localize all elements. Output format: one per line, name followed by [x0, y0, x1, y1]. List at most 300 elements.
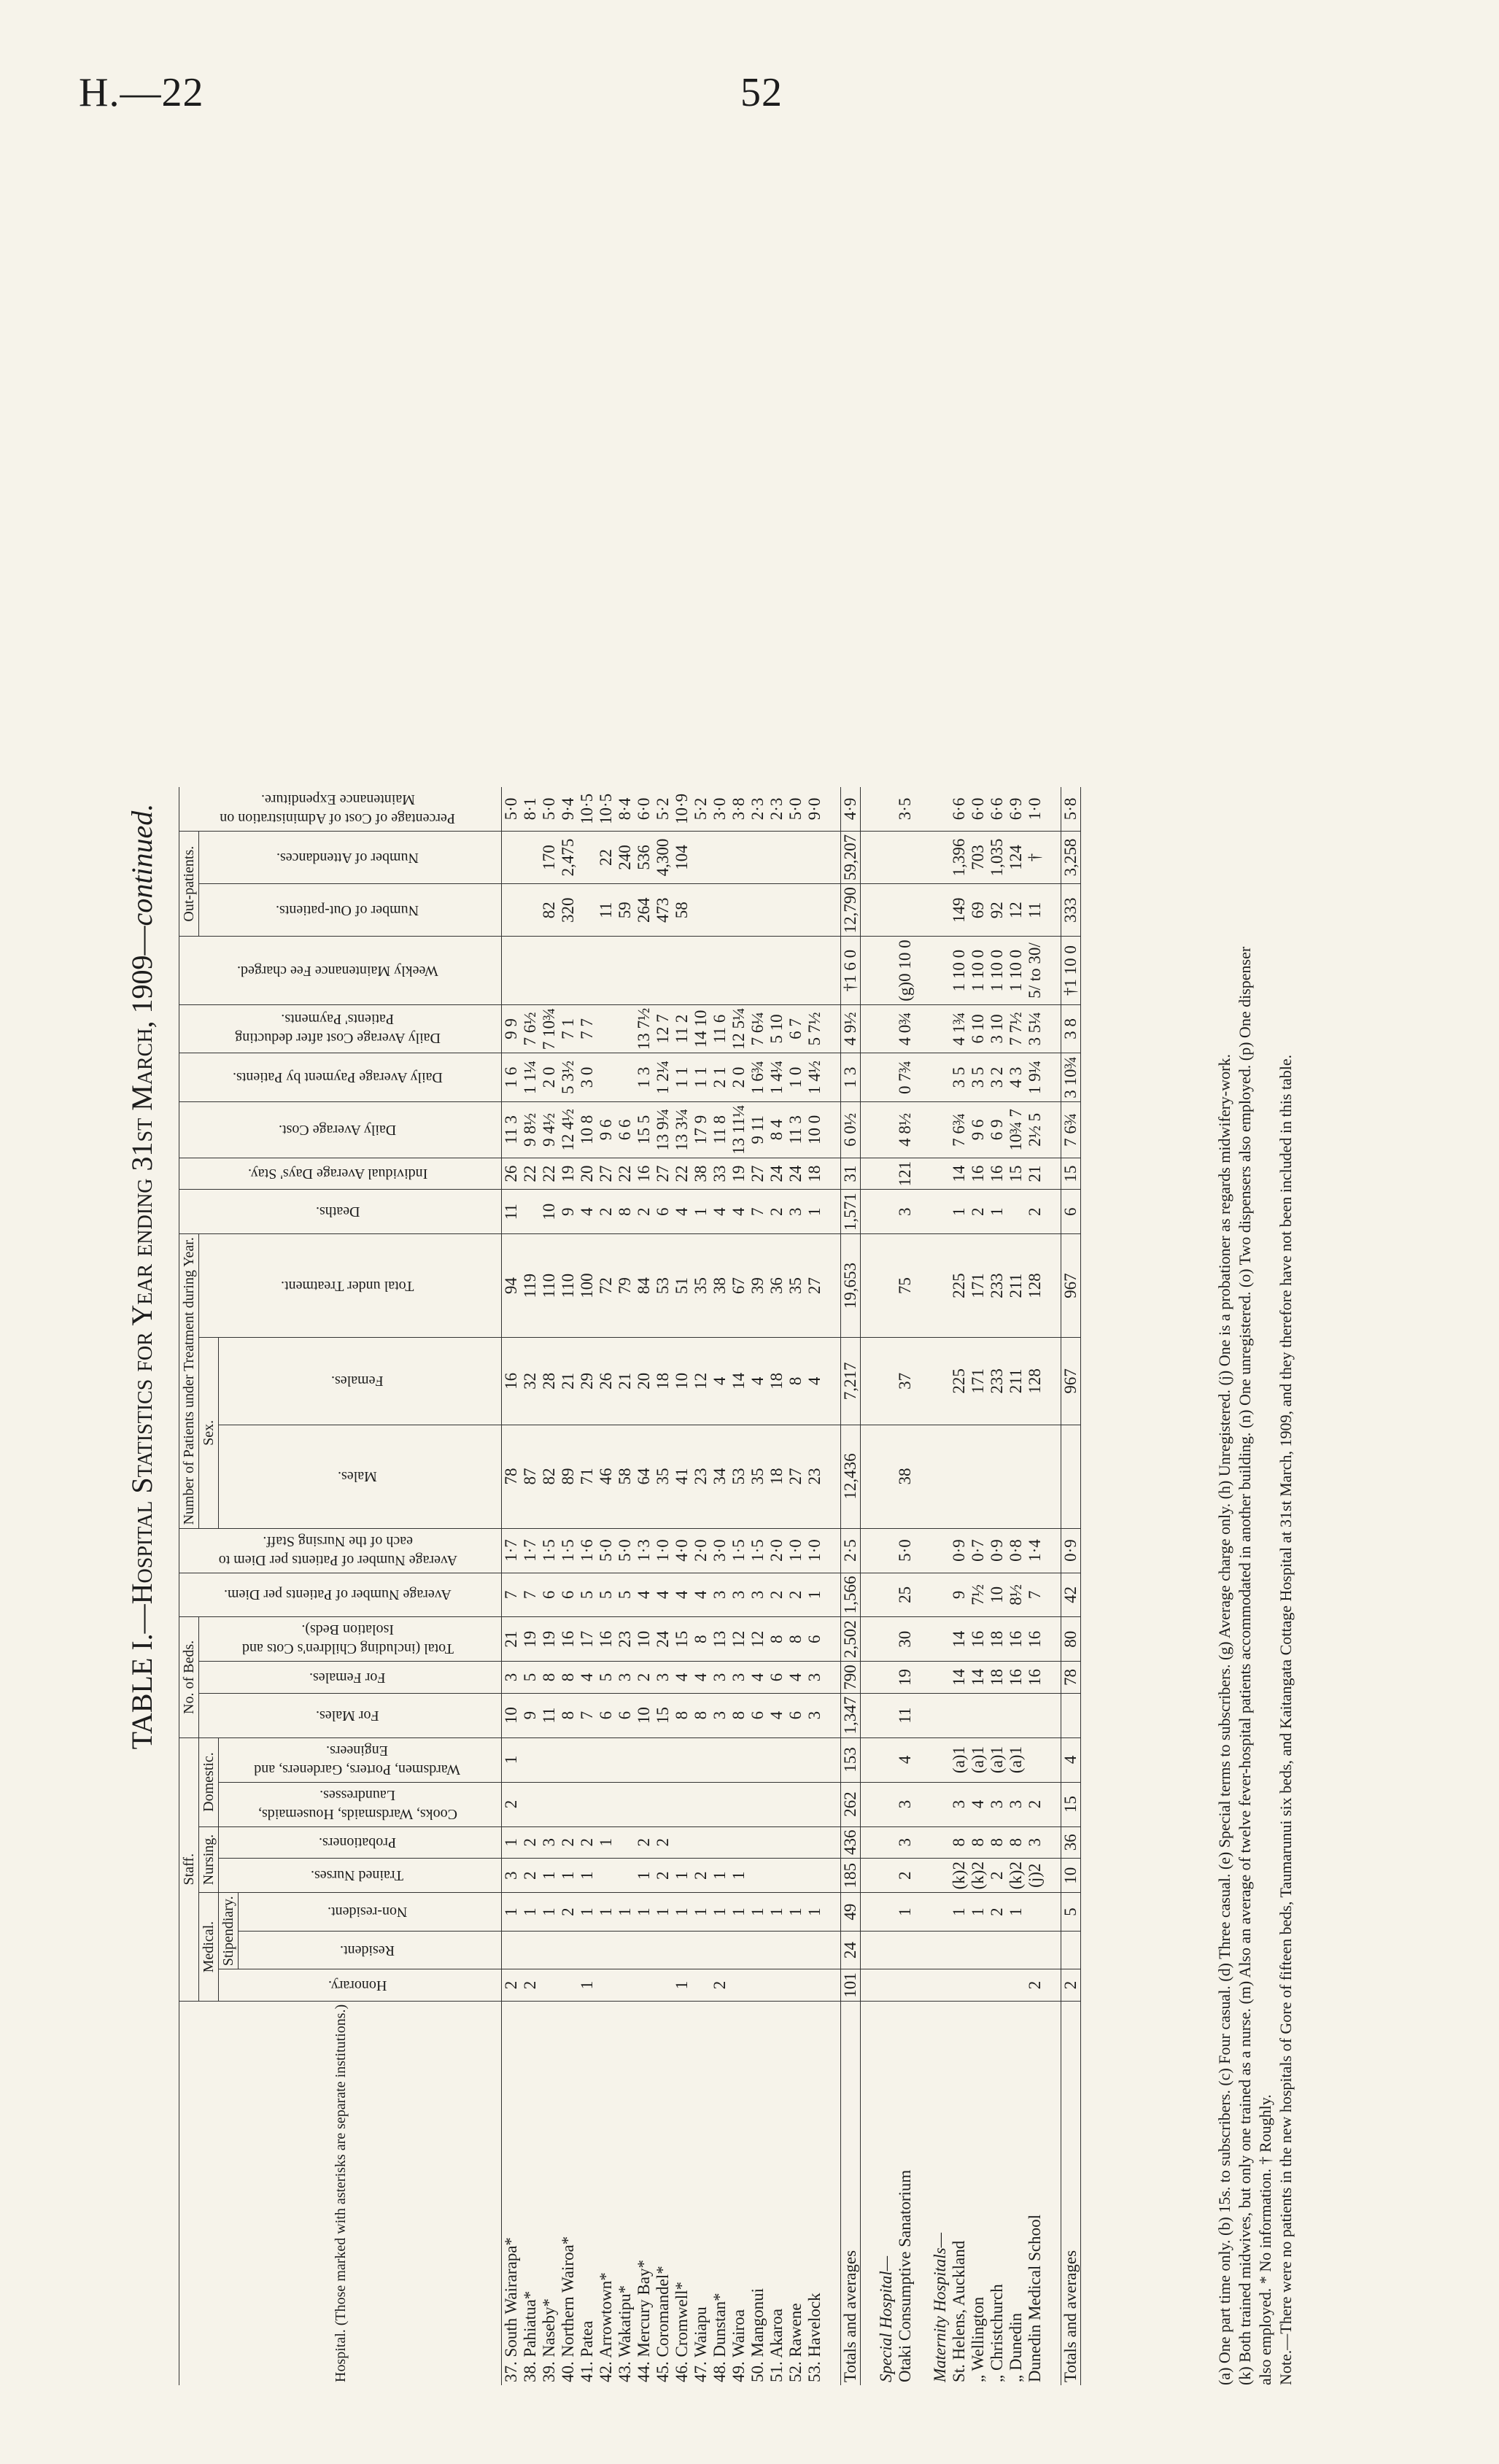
table-cell: 5·2 — [654, 787, 673, 832]
table-cell: † — [1026, 831, 1045, 883]
table-cell — [931, 1662, 950, 1694]
table-cell: 3 — [988, 1782, 1007, 1826]
table-cell — [861, 1425, 878, 1528]
table-cell — [824, 1425, 841, 1528]
table-cell: 1 — [692, 1190, 710, 1234]
table-cell — [877, 1004, 896, 1053]
table-cell: 4 9½ — [841, 1004, 861, 1053]
table-cell — [748, 1931, 767, 1969]
table-cell — [597, 1737, 616, 1782]
table-cell: 2 — [1061, 1969, 1081, 2002]
table-cell: 1 — [540, 1859, 559, 1893]
table-cell: 10 — [1061, 1859, 1081, 1893]
table-cell: 6 9 — [988, 1101, 1007, 1158]
table-cell — [767, 1931, 786, 1969]
table-cell: 16 — [969, 1158, 988, 1190]
table-cell: 2 — [559, 1826, 578, 1859]
table-cell: 6 10 — [969, 1004, 988, 1053]
table-cell: 53 — [654, 1234, 673, 1338]
table-cell — [654, 1931, 673, 1969]
table-cell — [692, 1931, 710, 1969]
table-body — [502, 787, 1081, 2385]
table-cell: 19 — [521, 1617, 540, 1662]
table-cell — [578, 1737, 597, 1782]
table-cell: 9 4½ — [540, 1101, 559, 1158]
table-cell: 84 — [635, 1234, 654, 1338]
table-cell: 225 — [950, 1234, 969, 1338]
table-cell: 34 — [710, 1425, 729, 1528]
table-cell: 59 — [616, 884, 635, 937]
table-cell — [915, 787, 931, 832]
table-cell: 1 — [692, 1893, 710, 1931]
table-cell — [710, 1826, 729, 1859]
table-cell: 1 — [502, 1826, 522, 1859]
table-cell: 1 6 — [502, 1053, 522, 1102]
table-cell — [896, 1931, 915, 1969]
table-cell — [896, 1969, 915, 2002]
table-cell: 71 — [578, 1425, 597, 1528]
table-cell: 2 — [767, 1190, 786, 1234]
table-cell: 5·0 — [786, 787, 805, 832]
table-cell — [1026, 1737, 1045, 1782]
table-cell: 23 — [616, 1617, 635, 1662]
table-cell — [950, 1425, 969, 1528]
table-cell: 110 — [559, 1234, 578, 1338]
table-cell — [915, 1338, 931, 1425]
table-cell: 22 — [616, 1158, 635, 1190]
table-cell — [861, 1004, 878, 1053]
table-cell: 8 — [692, 1617, 710, 1662]
table-cell: 0·9 — [950, 1528, 969, 1573]
table-cell — [824, 1737, 841, 1782]
table-cell: 6·6 — [950, 787, 969, 832]
table-cell — [502, 831, 522, 883]
table-cell: 33 — [710, 1158, 729, 1190]
table-cell — [521, 884, 540, 937]
table-cell: 67 — [729, 1234, 748, 1338]
table-cell: 4 — [1061, 1737, 1081, 1782]
spacer-row — [915, 787, 931, 2385]
table-cell: 1 6¾ — [748, 1053, 767, 1102]
table-cell: 124 — [1007, 831, 1026, 883]
table-cell: 3 — [616, 1662, 635, 1694]
table-row — [692, 787, 710, 2385]
table-cell: 3 — [654, 1662, 673, 1694]
table-cell — [931, 884, 950, 937]
table-cell — [616, 1969, 635, 2002]
table-cell: 6 — [616, 1693, 635, 1737]
table-cell: 1 — [710, 1859, 729, 1893]
table-cell: 171 — [969, 1338, 988, 1425]
table-cell: 320 — [559, 884, 578, 937]
table-cell: 16 — [1026, 1617, 1045, 1662]
col-wardsmen: Wardsmen, Porters, Gardeners, and Engineers. — [254, 1742, 461, 1778]
table-cell: 1 — [950, 1190, 969, 1234]
hospital-name: 49. Wairoa — [729, 2309, 748, 2382]
table-cell: 4 — [673, 1190, 692, 1234]
table-cell — [1045, 1859, 1061, 1893]
table-cell: 9 9 — [502, 1004, 522, 1053]
table-cell — [861, 1969, 878, 2002]
table-cell: 2 — [502, 1969, 522, 2002]
table-cell — [1045, 1053, 1061, 1102]
table-cell — [824, 1158, 841, 1190]
table-cell: 1 — [767, 1893, 786, 1931]
table-cell — [502, 937, 522, 1004]
table-cell — [1061, 1931, 1081, 1969]
hospital-name: 53. Havelock — [805, 2293, 824, 2382]
table-cell: 11 — [597, 884, 616, 937]
table-cell: 1·5 — [748, 1528, 767, 1573]
table-cell: 170 — [540, 831, 559, 883]
table-cell: 2 — [988, 1893, 1007, 1931]
table-cell — [1045, 1234, 1061, 1338]
table-cell: 58 — [673, 884, 692, 937]
table-cell: 1 1 — [692, 1053, 710, 1102]
hospital-name: 51. Akaroa — [767, 2309, 786, 2382]
table-cell — [1045, 937, 1061, 1004]
table-cell: 3 5 — [950, 1053, 969, 1102]
table-cell — [824, 1528, 841, 1573]
hospital-name: 48. Dunstan* — [710, 2293, 729, 2382]
table-cell: 26 — [597, 1338, 616, 1425]
table-cell: 2,475 — [559, 831, 578, 883]
table-cell — [861, 1782, 878, 1826]
table-cell — [616, 1004, 635, 1053]
table-cell — [559, 1969, 578, 2002]
table-cell — [824, 1931, 841, 1969]
table-cell: 9·0 — [805, 787, 824, 832]
table-cell: 3·0 — [710, 787, 729, 832]
table-cell: 27 — [786, 1425, 805, 1528]
table-cell — [877, 1693, 896, 1737]
table-cell — [521, 1737, 540, 1782]
table-cell: 10·5 — [578, 787, 597, 832]
table-cell: 78 — [502, 1425, 522, 1528]
table-cell — [915, 1893, 931, 1931]
col-honorary: Honorary. — [328, 1977, 387, 1994]
table-cell — [654, 937, 673, 1004]
table-cell: 27 — [597, 1158, 616, 1190]
hospital-name: 47. Waiapu — [692, 2306, 710, 2382]
table-cell — [931, 1617, 950, 1662]
table-cell — [877, 1573, 896, 1617]
table-cell: 15 5 — [635, 1101, 654, 1158]
table-cell: 2·3 — [767, 787, 786, 832]
table-cell — [729, 884, 748, 937]
table-cell: 4,300 — [654, 831, 673, 883]
table-cell — [931, 787, 950, 832]
table-cell: 21 — [616, 1338, 635, 1425]
table-cell — [824, 1969, 841, 2002]
table-cell: 15 — [1007, 1158, 1026, 1190]
table-cell: 24 — [786, 1158, 805, 1190]
table-cell — [1007, 1931, 1026, 1969]
table-cell: 12 — [748, 1617, 767, 1662]
table-cell — [861, 831, 878, 883]
table-cell: 1·5 — [729, 1528, 748, 1573]
table-cell: 82 — [540, 1425, 559, 1528]
table-cell: 17 — [578, 1617, 597, 1662]
table-cell — [824, 2001, 841, 2385]
table-cell — [861, 1158, 878, 1190]
table-cell: 22 — [521, 1158, 540, 1190]
table-cell — [824, 831, 841, 883]
table-cell: 967 — [1061, 1234, 1081, 1338]
col-group-outpatients: Out-patients. — [179, 831, 199, 937]
table-cell: 10 — [502, 1693, 522, 1737]
table-cell: 1 — [635, 1859, 654, 1893]
table-cell — [950, 1931, 969, 1969]
table-cell: 4 — [654, 1573, 673, 1617]
table-cell — [861, 2001, 878, 2385]
table-cell: 4 — [578, 1190, 597, 1234]
table-cell: 20 — [578, 1158, 597, 1190]
table-cell: 10 — [635, 1693, 654, 1737]
table-cell — [1045, 1617, 1061, 1662]
table-cell: 1 — [578, 1969, 597, 2002]
table-cell: 0·9 — [988, 1528, 1007, 1573]
table-cell: 78 — [1061, 1662, 1081, 1694]
table-cell — [877, 1782, 896, 1826]
table-cell: 5 — [1061, 1893, 1081, 1931]
table-cell: 11 6 — [710, 1004, 729, 1053]
table-cell: 7½ — [969, 1573, 988, 1617]
col-group-domestic: Domestic. — [199, 1737, 219, 1826]
col-non-resident: Non-resident. — [327, 1904, 408, 1921]
table-cell — [1045, 1425, 1061, 1528]
table-cell: 5 — [616, 1573, 635, 1617]
table-row — [896, 787, 915, 2385]
table-cell: 16 — [988, 1158, 1007, 1190]
table-row — [1007, 787, 1026, 2385]
table-cell — [877, 1893, 896, 1931]
table-cell: 16 — [1007, 1617, 1026, 1662]
table-cell — [616, 1859, 635, 1893]
table-cell: 1 — [1007, 1893, 1026, 1931]
table-cell: 7 10¾ — [540, 1004, 559, 1053]
table-cell — [1045, 1969, 1061, 2002]
table-cell: 1 — [578, 1893, 597, 1931]
table-cell — [805, 1737, 824, 1782]
table-cell: 13 — [710, 1617, 729, 1662]
table-cell — [767, 1826, 786, 1859]
table-cell: 36 — [1061, 1826, 1081, 1859]
table-cell — [877, 1737, 896, 1782]
table-cell: 2 — [969, 1190, 988, 1234]
hospital-name: 44. Mercury Bay* — [635, 2260, 653, 2382]
table-cell — [824, 1101, 841, 1158]
table-cell — [1045, 1693, 1061, 1737]
table-cell — [861, 1893, 878, 1931]
table-cell: 39 — [748, 1234, 767, 1338]
table-cell: 1 — [805, 1190, 824, 1234]
table-cell — [931, 831, 950, 883]
table-cell: 2 — [597, 1190, 616, 1234]
table-cell: 5 — [597, 1662, 616, 1694]
table-cell: 3 — [540, 1826, 559, 1859]
table-cell — [805, 937, 824, 1004]
table-cell — [824, 1893, 841, 1931]
table-cell: 6 6 — [616, 1101, 635, 1158]
table-cell: 37 — [896, 1338, 915, 1425]
table-cell: 3·5 — [896, 787, 915, 832]
table-cell: 1 — [729, 1859, 748, 1893]
table-cell: 14 — [969, 1662, 988, 1694]
table-row — [635, 787, 654, 2385]
table-cell: 14 — [950, 1617, 969, 1662]
table-cell: 1·4 — [1026, 1528, 1045, 1573]
table-cell: 3 10¾ — [1061, 1053, 1081, 1102]
table-cell: 1·0 — [654, 1528, 673, 1573]
table-cell — [877, 1425, 896, 1528]
table-cell: 27 — [654, 1158, 673, 1190]
table-cell: 4 — [896, 1737, 915, 1782]
table-title-main: TABLE I.—Hospital Statistics for Year ending 31st March, 1909— — [125, 926, 158, 1750]
table-cell — [521, 831, 540, 883]
table-cell — [1045, 1737, 1061, 1782]
table-cell — [748, 937, 767, 1004]
table-cell — [521, 937, 540, 1004]
table-cell: 58 — [616, 1425, 635, 1528]
table-cell: 1,396 — [950, 831, 969, 883]
table-cell — [931, 1234, 950, 1338]
table-cell — [710, 1737, 729, 1782]
hospital-name: „ Dunedin — [1007, 2312, 1025, 2382]
table-cell: 19 — [559, 1158, 578, 1190]
table-cell — [915, 1158, 931, 1190]
table-cell: 6 — [1061, 1190, 1081, 1234]
table-row — [616, 787, 635, 2385]
table-cell: 3·0 — [710, 1528, 729, 1573]
table-cell: 2 — [635, 1826, 654, 1859]
page-number: 52 — [740, 70, 783, 115]
table-cell — [824, 1004, 841, 1053]
table-cell: 3 — [710, 1662, 729, 1694]
hospital-name: 46. Cromwell* — [673, 2282, 691, 2382]
footnote-line: (k) Both trained midwives, but only one trained as a nurse. (m) Also an average of twelve fever-hospital patients accommodated in another building. (n) One unregistered. (o) Two dispensers also employed. (p) One dispenser — [1236, 946, 1254, 2385]
table-cell — [861, 1053, 878, 1102]
table-cell — [1045, 1573, 1061, 1617]
table-cell: 4 — [805, 1338, 824, 1425]
table-cell: 1·0 — [786, 1528, 805, 1573]
hospital-name: 43. Wakatipu* — [616, 2285, 634, 2382]
table-cell — [877, 1662, 896, 1694]
table-cell — [877, 1528, 896, 1573]
table-cell: 233 — [988, 1234, 1007, 1338]
table-cell: 38 — [710, 1234, 729, 1338]
table-cell — [861, 1101, 878, 1158]
table-cell: 0·8 — [1007, 1528, 1026, 1573]
table-cell: 1 — [502, 1893, 522, 1931]
table-cell — [915, 937, 931, 1004]
table-cell: 5·0 — [540, 787, 559, 832]
table-cell: 11 — [896, 1693, 915, 1737]
hospital-name: 38. Pahiatua* — [521, 2290, 539, 2382]
table-cell: 2 — [521, 1969, 540, 2002]
table-cell — [673, 1782, 692, 1826]
col-group-staff: Staff. — [179, 1737, 199, 2001]
table-cell: 11 2 — [673, 1004, 692, 1053]
table-cell: 1 10 0 — [988, 937, 1007, 1004]
table-cell: 21 — [559, 1338, 578, 1425]
table-cell: 3 — [1026, 1826, 1045, 1859]
table-cell — [729, 1782, 748, 1826]
col-group-nursing: Nursing. — [199, 1826, 219, 1893]
table-cell: 1 — [597, 1826, 616, 1859]
table-cell: 3 — [896, 1782, 915, 1826]
table-cell — [1026, 1425, 1045, 1528]
table-cell: 18 — [767, 1425, 786, 1528]
table-cell — [559, 937, 578, 1004]
table-cell — [673, 1826, 692, 1859]
table-cell — [861, 1859, 878, 1893]
table-cell: 7 7 — [578, 1004, 597, 1053]
table-cell: 1 10 0 — [969, 937, 988, 1004]
table-cell — [877, 1826, 896, 1859]
table-cell: 2 — [654, 1826, 673, 1859]
table-cell: 8 — [729, 1693, 748, 1737]
table-cell — [1045, 1528, 1061, 1573]
table-cell: 23 — [805, 1425, 824, 1528]
table-cell: 1 4½ — [805, 1053, 824, 1102]
table-cell: 1 — [635, 1893, 654, 1931]
table-cell — [877, 1101, 896, 1158]
table-cell: 9 11 — [748, 1101, 767, 1158]
table-cell: 121 — [896, 1158, 915, 1190]
footnote-line: also employed. * No information. † Roughly. — [1256, 2094, 1274, 2385]
table-cell — [915, 1528, 931, 1573]
table-cell — [1045, 1893, 1061, 1931]
table-cell — [931, 1826, 950, 1859]
table-cell — [915, 1101, 931, 1158]
table-cell: 1 1 — [673, 1053, 692, 1102]
table-cell — [915, 884, 931, 937]
table-cell — [877, 1190, 896, 1234]
table-row — [597, 787, 616, 2385]
table-cell: 2 — [988, 1859, 1007, 1893]
table-cell — [805, 1931, 824, 1969]
table-cell: 8·1 — [521, 787, 540, 832]
table-cell — [635, 1931, 654, 1969]
table-cell — [824, 1573, 841, 1617]
table-cell — [877, 1617, 896, 1662]
table-cell: 1,571 — [841, 1190, 861, 1234]
table-cell — [540, 1737, 559, 1782]
table-cell: 5 3½ — [559, 1053, 578, 1102]
table-cell: 1 — [710, 1893, 729, 1931]
table-cell — [729, 831, 748, 883]
table-cell — [988, 1693, 1007, 1737]
table-cell — [578, 1931, 597, 1969]
table-cell — [915, 1425, 931, 1528]
table-cell: 2·3 — [748, 787, 767, 832]
table-cell: 14 — [729, 1338, 748, 1425]
table-cell: 1·6 — [578, 1528, 597, 1573]
table-cell — [824, 1234, 841, 1338]
table-cell: 2 — [692, 1859, 710, 1893]
hospital-name: „ Christchurch — [988, 2284, 1006, 2382]
table-cell — [861, 1617, 878, 1662]
table-cell: 72 — [597, 1234, 616, 1338]
table-cell — [877, 884, 896, 937]
table-cell: 18 — [767, 1338, 786, 1425]
table-cell: 4 — [578, 1662, 597, 1694]
table-cell: 6 — [654, 1190, 673, 1234]
table-cell: 2 — [521, 1826, 540, 1859]
table-cell: 6 0½ — [841, 1101, 861, 1158]
table-cell: 8 — [559, 1662, 578, 1694]
